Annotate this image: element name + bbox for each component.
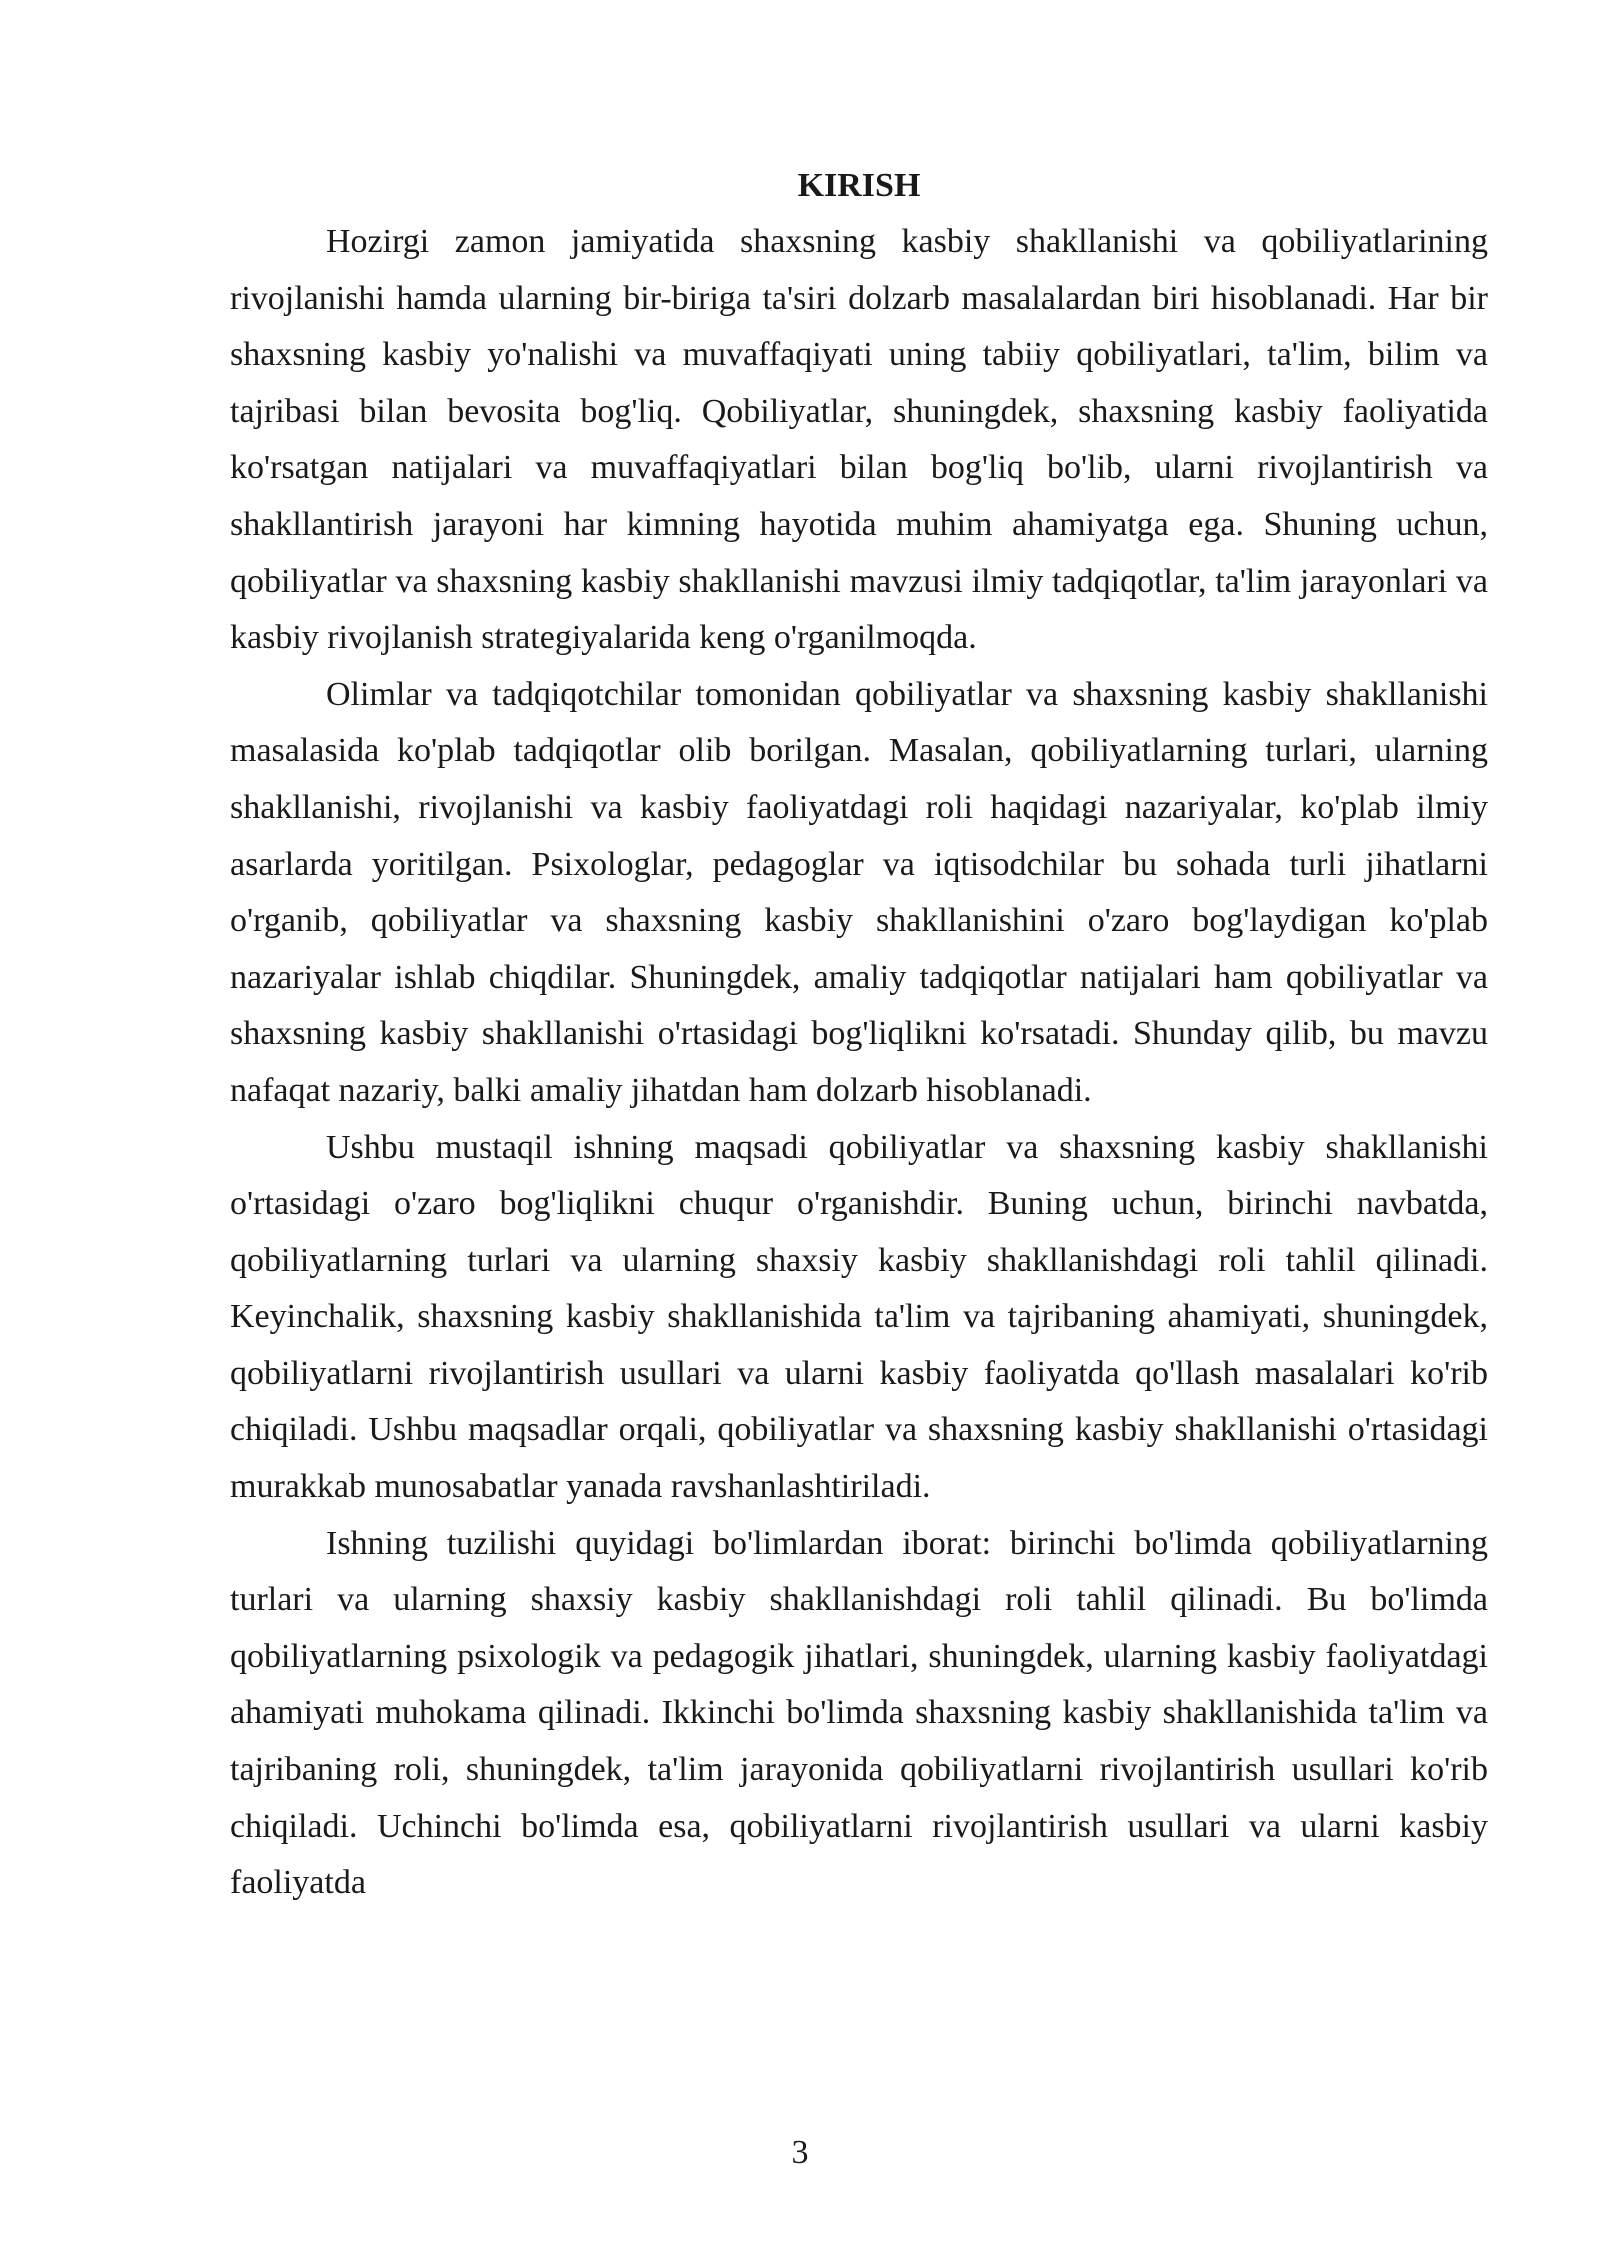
paragraph-4: Ishning tuzilishi quyidagi bo'limlardan iborat: birinchi bo'limda qobiliyatlarning turlari va ularning shaxsiy kasbiy shakllanishdagi roli tahlil qilinadi. Bu bo'limda qobiliyatlarning psixologik va pedagogik jihatlari, shuningdek, ularning kasbiy faoliyatdagi ahamiyati muhokama qilinadi. Ikkinchi bo'limda shaxsning kasbiy shakllanishida ta'lim va tajribaning roli, shuningdek, ta'lim jarayonida qobiliyatlarni rivojlantirish usullari ko'rib chiqiladi. Uchinchi bo'limda esa, qobiliyatlarni rivojlantirish usullari va ularni kasbiy faoliyatda — [230, 1524, 1488, 1902]
page-content — [230, 158, 1488, 1912]
page-title: KIRISH — [797, 167, 921, 204]
paragraph-2: Olimlar va tadqiqotchilar tomonidan qobiliyatlar va shaxsning kasbiy shakllanishi masalasida ko'plab tadqiqotlar olib borilgan. Masalan, qobiliyatlarning turlari, ularning shakllanishi, rivojlanishi va kasbiy faoliyatdagi roli haqidagi nazariyalar, ko'plab ilmiy asarlarda yoritilgan. Psixologlar, pedagoglar va iqtisodchilar bu sohada turli jihatlarni o'rganib, qobiliyatlar va shaxsning kasbiy shakllanishini o'zaro bog'laydigan ko'plab nazariyalar ishlab chiqdilar. Shuningdek, amaliy tadqiqotlar natijalari ham qobiliyatlar va shaxsning kasbiy shakllanishi o'rtasidagi bog'liqlikni ko'rsatadi. Shunday qilib, bu mavzu nafaqat nazariy, balki amaliy jihatdan ham dolzarb hisoblanadi. — [230, 675, 1488, 1109]
page-number: 3 — [791, 2134, 809, 2171]
paragraph-3: Ushbu mustaqil ishning maqsadi qobiliyatlar va shaxsning kasbiy shakllanishi o'rtasidagi o'zaro bog'liqlikni chuqur o'rganishdir. Buning uchun, birinchi navbatda, qobiliyatlarning turlari va ularning shaxsiy kasbiy shakllanishdagi roli tahlil qilinadi. Keyinchalik, shaxsning kasbiy shakllanishida ta'lim va tajribaning ahamiyati, shuningdek, qobiliyatlarni rivojlantirish usullari va ularni kasbiy faoliyatda qo'llash masalalari ko'rib chiqiladi. Ushbu maqsadlar orqali, qobiliyatlar va shaxsning kasbiy shakllanishi o'rtasidagi murakkab munosabatlar yanada ravshanlashtiriladi. — [230, 1128, 1488, 1506]
paragraph-1: Hozirgi zamon jamiyatida shaxsning kasbiy shakllanishi va qobiliyatlarining rivojlanishi hamda ularning bir-biriga ta'siri dolzarb masalalardan biri hisoblanadi. Har bir shaxsning kasbiy yo'nalishi va muvaffaqiyati uning tabiiy qobiliyatlari, ta'lim, bilim va tajribasi bilan bevosita bog'liq. Qobiliyatlar, shuningdek, shaxsning kasbiy faoliyatida ko'rsatgan natijalari va muvaffaqiyatlari bilan bog'liq bo'lib, ularni rivojlantirish va shakllantirish jarayoni har kimning hayotida muhim ahamiyatga ega. Shuning uchun, qobiliyatlar va shaxsning kasbiy shakllanishi mavzusi ilmiy tadqiqotlar, ta'lim jarayonlari va kasbiy rivojlanish strategiyalarida keng o'rganilmoqda. — [230, 223, 1488, 657]
